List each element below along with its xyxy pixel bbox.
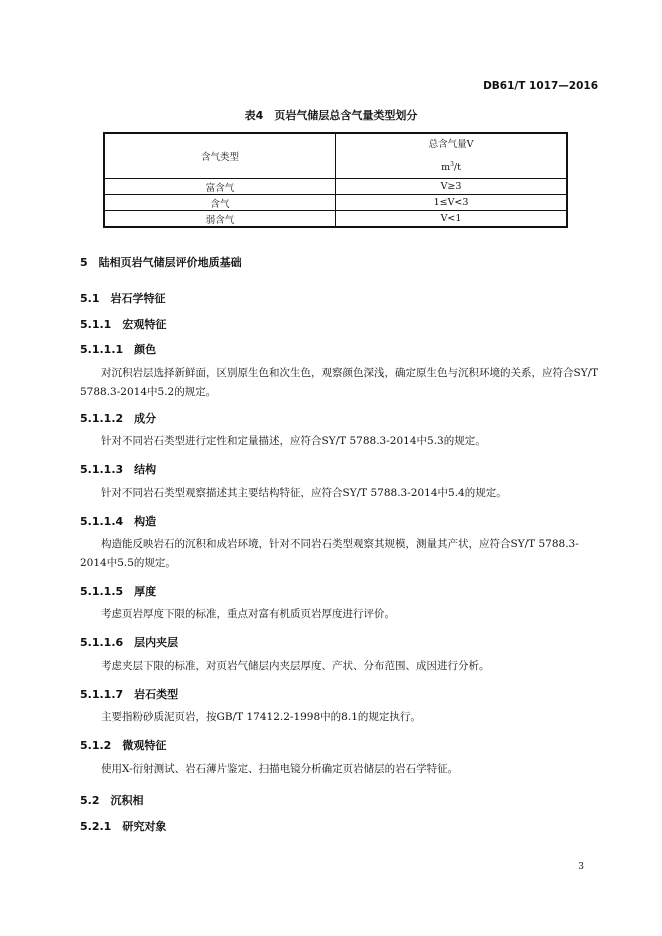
header-gas-type-label: 含气类型 bbox=[200, 152, 239, 163]
document-code: DB61/T 1017—2016 bbox=[483, 80, 598, 92]
table-header-row bbox=[104, 133, 567, 179]
cell-value: V<1 bbox=[336, 211, 568, 228]
heading-5-1-1-5: 5.1.1.5 厚度 bbox=[80, 585, 157, 598]
table-row bbox=[104, 179, 567, 195]
unit-base: m bbox=[441, 161, 451, 173]
cell-type: 含气 bbox=[104, 195, 336, 211]
paragraph-interlayer: 考虑夹层下限的标准，对页岩气储层内夹层厚度、产状、分布范围、成因进行分析。 bbox=[101, 660, 490, 672]
heading-5: 5 陆相页岩气储层评价地质基础 bbox=[80, 256, 242, 269]
paragraph-micro: 使用X-衍射测试、岩石薄片鉴定、扫描电镜分析确定页岩储层的岩石学特征。 bbox=[101, 763, 459, 775]
cell-type: 弱含气 bbox=[104, 211, 336, 228]
heading-5-1-1-4: 5.1.1.4 构造 bbox=[80, 515, 157, 528]
header-unit bbox=[336, 155, 566, 178]
paragraph-rock-type: 主要指粉砂质泥页岩，按GB/T 17412.2-1998中的8.1的规定执行。 bbox=[101, 711, 421, 723]
paragraph-thickness: 考虑页岩厚度下限的标准，重点对富有机质页岩厚度进行评价。 bbox=[101, 608, 395, 620]
page-number: 3 bbox=[578, 862, 584, 872]
table-title: 表4 页岩气储层总含气量类型划分 bbox=[244, 109, 418, 122]
heading-5-1-1-3: 5.1.1.3 结构 bbox=[80, 463, 157, 476]
heading-5-1: 5.1 岩石学特征 bbox=[80, 292, 166, 305]
heading-5-1-2: 5.1.2 微观特征 bbox=[80, 739, 167, 752]
header-total-gas-label: 总含气量V bbox=[428, 138, 474, 150]
unit-rest: /t bbox=[453, 161, 461, 173]
header-gas-type bbox=[104, 133, 336, 179]
heading-5-1-1-2: 5.1.1.2 成分 bbox=[80, 412, 157, 425]
cell-value: V≥3 bbox=[336, 179, 568, 195]
cell-type: 富含气 bbox=[104, 179, 336, 195]
cell-value: 1≤V<3 bbox=[336, 195, 568, 211]
table-row bbox=[104, 211, 567, 228]
paragraph-tectonics: 构造能反映岩石的沉积和成岩环境，针对不同岩石类型观察其规模，测量其产状，应符合SY/T 5788.3-2014中5.5的规定。 bbox=[80, 538, 579, 569]
heading-5-1-1-1: 5.1.1.1 颜色 bbox=[80, 343, 157, 356]
table-row bbox=[104, 195, 567, 211]
header-total-gas bbox=[336, 133, 568, 179]
gas-content-table bbox=[103, 132, 568, 228]
heading-5-2: 5.2 沉积相 bbox=[80, 794, 144, 807]
paragraph-color: 对沉积岩层选择新鲜面，区别原生色和次生色，观察颜色深浅，确定原生色与沉积环境的关系，应符合SY/T 5788.3-2014中5.2的规定。 bbox=[80, 367, 599, 398]
heading-5-1-1-6: 5.1.1.6 层内夹层 bbox=[80, 636, 179, 649]
heading-5-2-1: 5.2.1 研究对象 bbox=[80, 820, 167, 833]
heading-5-1-1-7: 5.1.1.7 岩石类型 bbox=[80, 688, 179, 701]
heading-5-1-1: 5.1.1 宏观特征 bbox=[80, 318, 167, 331]
unit-sup: 3 bbox=[450, 160, 454, 168]
paragraph-structure: 针对不同岩石类型观察描述其主要结构特征，应符合SY/T 5788.3-2014中5.4的规定。 bbox=[101, 487, 507, 499]
paragraph-composition: 针对不同岩石类型进行定性和定量描述，应符合SY/T 5788.3-2014中5.3的规定。 bbox=[101, 435, 486, 447]
